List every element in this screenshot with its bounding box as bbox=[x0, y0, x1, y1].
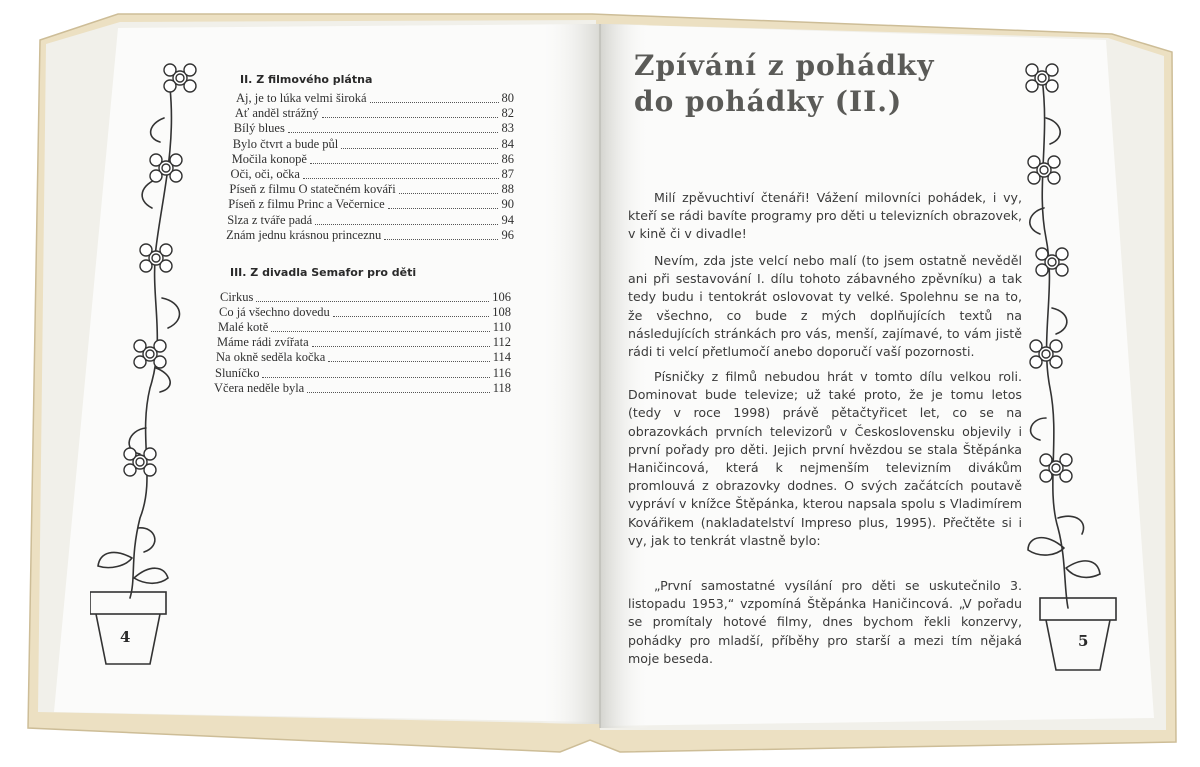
toc-entry-title: Bílý blues bbox=[233, 121, 285, 136]
flower-heads bbox=[124, 64, 196, 476]
heading-line: do pohádky (II.) bbox=[634, 85, 903, 118]
toc-entry-page: 110 bbox=[492, 320, 511, 335]
left-flower-illustration bbox=[90, 58, 210, 668]
toc-leader-dots bbox=[328, 360, 489, 362]
toc-entry bbox=[219, 305, 511, 320]
toc-entry bbox=[220, 290, 511, 305]
toc-entry-title: Močila konopě bbox=[231, 151, 307, 166]
toc-entry-page: 112 bbox=[492, 335, 511, 350]
toc-section-title: III. Z divadla Semafor pro děti bbox=[230, 266, 417, 279]
toc-entry-title: Sluníčko bbox=[215, 365, 260, 380]
toc-entry-page: 82 bbox=[501, 106, 514, 121]
toc-entry-title: Na okně seděla kočka bbox=[216, 350, 326, 365]
toc-entry-title: Co já všechno dovedu bbox=[219, 305, 330, 320]
page-number-left: 4 bbox=[120, 628, 131, 646]
toc-entry-page: 94 bbox=[501, 212, 514, 227]
toc-entry-title: Cirkus bbox=[220, 290, 254, 304]
toc-entry bbox=[216, 350, 511, 365]
toc-entry-page: 80 bbox=[501, 91, 514, 105]
toc-leader-dots bbox=[262, 376, 489, 378]
toc-entry bbox=[227, 213, 514, 228]
toc-entry bbox=[229, 182, 514, 197]
toc-entry-title: Máme rádi zvířata bbox=[217, 335, 309, 350]
toc-entry bbox=[231, 167, 515, 182]
toc-entry-page: 86 bbox=[501, 151, 514, 166]
toc-entry-page: 96 bbox=[501, 227, 514, 242]
toc-leader-dots bbox=[288, 131, 499, 133]
paragraph: Nevím, zda jste velcí nebo malí (to jsem ostatně nevěděl ani při sestavování I. dílu tohoto zábavného zpěvníku) a tak tedy budu i tentokrát oslovovat ty velké. Spolehnu se na to, že všechno, co bude z mých doplňujících textů na následujících stránkách pro vás, menší, zajímavé, to vám jistě rádi ti velcí přetlumočí anebo doporučí vaší pozornosti. bbox=[628, 253, 1022, 360]
toc-entry-title: Znám jednu krásnou princeznu bbox=[226, 227, 382, 242]
toc-entry-title: Malé kotě bbox=[218, 320, 269, 335]
toc-leader-dots bbox=[370, 101, 499, 103]
toc-entry bbox=[214, 381, 511, 396]
toc-entry-page: 118 bbox=[492, 380, 511, 395]
toc-leader-dots bbox=[307, 391, 489, 393]
toc-leader-dots bbox=[303, 177, 499, 179]
toc-leader-dots bbox=[333, 315, 490, 317]
toc-entry-page: 88 bbox=[501, 182, 514, 197]
toc-entry-page: 90 bbox=[501, 197, 514, 212]
toc-leader-dots bbox=[341, 147, 498, 149]
toc-entry-title: Píseň z filmu Princ a Večernice bbox=[228, 197, 385, 212]
toc-entry-title: Oči, oči, očka bbox=[230, 167, 300, 181]
toc-entry bbox=[234, 121, 514, 136]
toc-leader-dots bbox=[399, 192, 499, 194]
toc-leader-dots bbox=[256, 300, 489, 302]
toc-leader-dots bbox=[384, 238, 498, 240]
heading-line: Zpívání z pohádky bbox=[634, 49, 935, 82]
toc-entry bbox=[232, 152, 514, 167]
toc-entry-page: 84 bbox=[501, 136, 514, 151]
toc-leader-dots bbox=[312, 345, 490, 347]
toc-entry-page: 108 bbox=[492, 305, 511, 320]
toc-entry-page: 106 bbox=[492, 290, 511, 304]
toc-entry-page: 116 bbox=[492, 365, 511, 380]
paragraph: „První samostatné vysílání pro děti se uskutečnilo 3. listopadu 1953,“ vzpomíná Štěpánka Haničincová. „V pořadu se promítaly hotové filmy, dnes bychom řekli konzervy, pohádky pro mladší, příběhy pro starší a mezi tím nějaká moje beseda. bbox=[628, 578, 1022, 666]
toc-leader-dots bbox=[271, 330, 489, 332]
toc-entry bbox=[235, 106, 514, 121]
toc-entry bbox=[215, 366, 511, 381]
toc-entry-title: Ať anděl strážný bbox=[234, 106, 319, 121]
chapter-heading bbox=[634, 48, 1054, 120]
toc-entry-title: Píseň z filmu O statečném kováři bbox=[229, 182, 396, 197]
toc-entry bbox=[217, 335, 511, 350]
toc-entry-title: Bylo čtvrt a bude půl bbox=[232, 136, 339, 151]
toc-entry-page: 87 bbox=[501, 167, 514, 181]
toc-entry bbox=[236, 91, 514, 106]
toc-entry-title: Slza z tváře padá bbox=[227, 212, 313, 227]
toc-entry-page: 114 bbox=[492, 350, 511, 365]
toc-entry bbox=[226, 228, 514, 243]
toc-leader-dots bbox=[315, 223, 498, 225]
toc-entry-title: Aj, je to lúka velmi široká bbox=[236, 91, 367, 105]
paragraph: Milí zpěvuchtiví čtenáři! Vážení milovníci pohádek, i vy, kteří se rádi bavíte programy pro děti u televizních obrazovek, v kině či v divadle! bbox=[628, 190, 1022, 242]
page-number-right: 5 bbox=[1078, 632, 1089, 650]
toc-entry bbox=[233, 137, 514, 152]
right-flower-illustration bbox=[1006, 58, 1126, 688]
toc-entry bbox=[228, 197, 514, 212]
paragraph: Písničky z filmů nebudou hrát v tomto dílu velkou roli. Dominovat bude televize; už také proto, že je tomu letos (tedy v roce 1998) právě pětačtyřicet let, co se na obrazovkách prvních televizorů v Československu objevily i první pořady pro děti. Jejich první hvězdou se stala Štěpánka Haničincová, která k nejmenším televizním divákům promlouvá z obrazovky dodnes. O svých začátcích poutavě vypráví v knížce Štěpánka, kterou napsala spolu s Vladimírem Kovářikem (nakladatelství Impreso plus, 1995). Přečtěte si i vy, jak to tenkrát vlastně bylo: bbox=[628, 369, 1022, 548]
toc-leader-dots bbox=[388, 207, 499, 209]
toc-entry-page: 83 bbox=[501, 121, 514, 136]
toc-leader-dots bbox=[322, 116, 499, 118]
toc-entry-title: Včera neděle byla bbox=[214, 380, 305, 395]
toc-section-title: II. Z filmového plátna bbox=[240, 73, 373, 86]
toc-entry bbox=[218, 320, 511, 335]
toc-leader-dots bbox=[310, 162, 499, 164]
